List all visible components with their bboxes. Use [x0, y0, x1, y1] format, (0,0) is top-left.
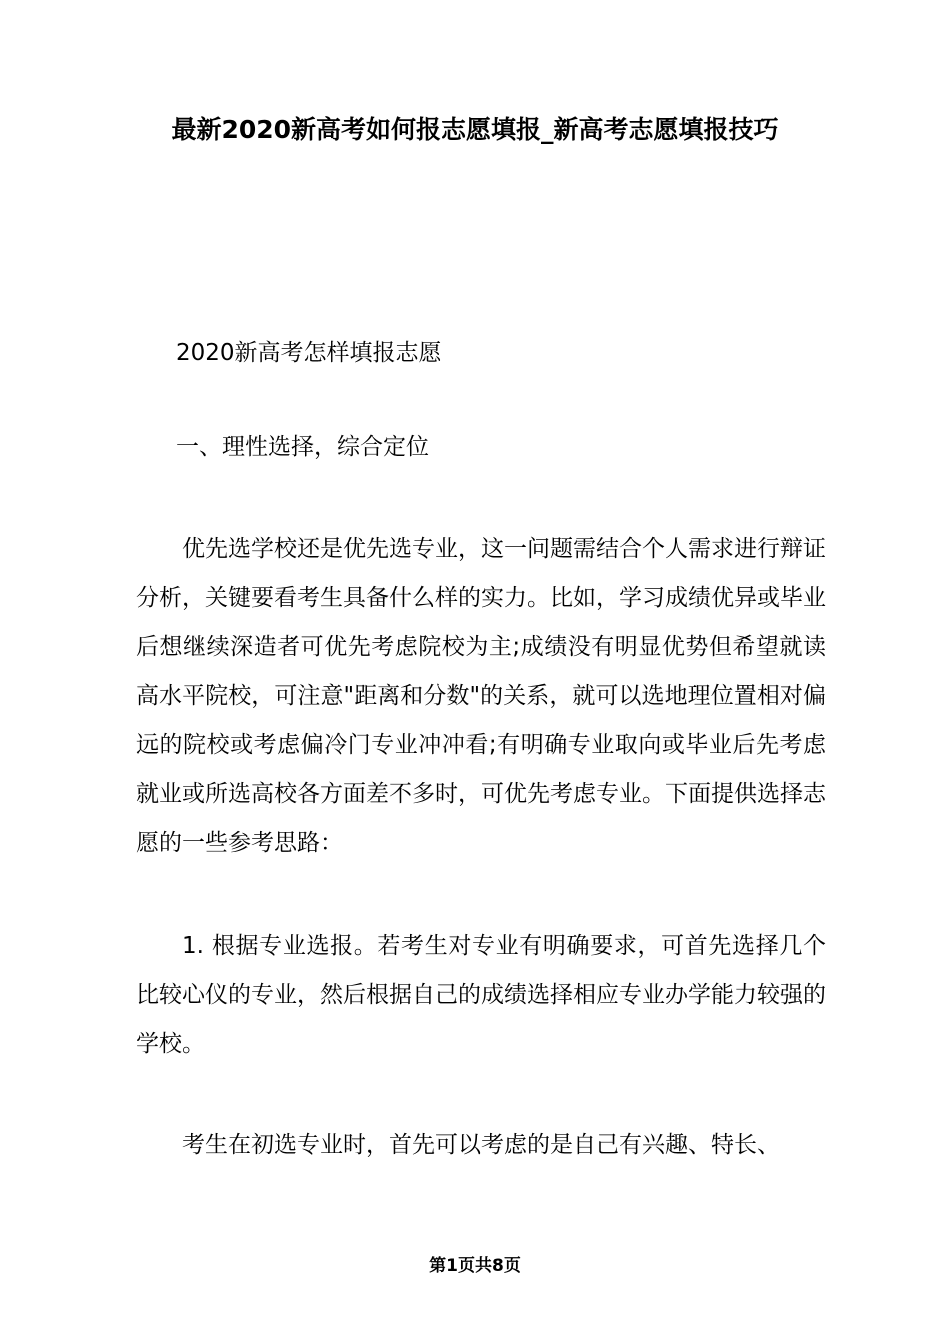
document-title: 最新2020新高考如何报志愿填报_新高考志愿填报技巧 — [171, 115, 779, 144]
body-paragraph: 优先选学校还是优先选专业，这一问题需结合个人需求进行辩证分析，关键要看考生具备什么样的实力。比如，学习成绩优异或毕业后想继续深造者可优先考虑院校为主;成绩没有明显优势但希望就读高水平院校，可注意"距离和分数"的关系，就可以选地理位置相对偏远的院校或考虑偏冷门专业冲冲看;有明确专业取向或毕业后先考虑就业或所选高校各方面差不多时，可优先考虑专业。下面提供选择志愿的一些参考思路： — [136, 536, 826, 856]
body-paragraph: 1. 根据专业选报。若考生对专业有明确要求，可首先选择几个比较心仪的专业，然后根据自己的成绩选择相应专业办学能力较强的学校。 — [136, 933, 826, 1057]
body-paragraph: 考生在初选专业时，首先可以考虑的是自己有兴趣、特长、 — [182, 1132, 780, 1158]
page-number: 第1页共8页 — [429, 1256, 521, 1276]
document-heading: 2020新高考怎样填报志愿 — [176, 340, 442, 366]
section-heading: 一、理性选择，综合定位 — [176, 434, 429, 460]
